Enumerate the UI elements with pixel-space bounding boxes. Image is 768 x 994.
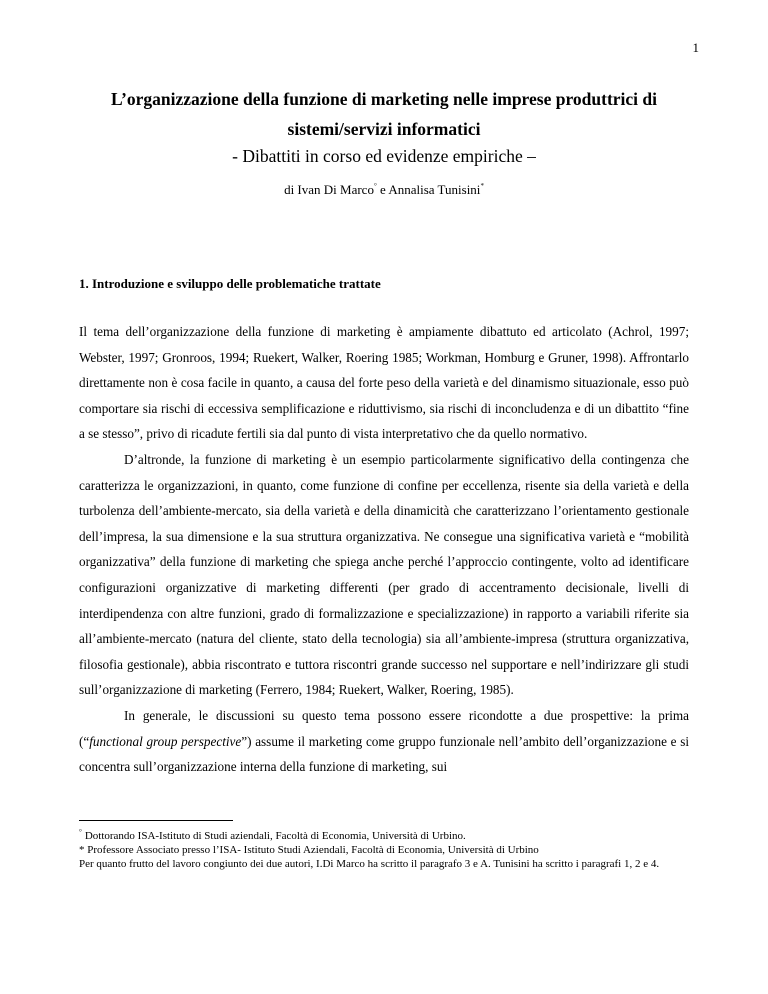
footnote-1 [79, 825, 689, 843]
paragraph-3-start: In generale, le discussioni su questo tema possono essere ricondotte a due prospettive: la prima (“ [79, 707, 689, 749]
section-heading: 1. Introduzione e sviluppo delle problematiche trattate [79, 276, 381, 291]
paragraph-3-rest: ”) assume il marketing come gruppo funzionale nell’ambito dell’organizzazione e si concentra sull’organizzazione interna della funzione di marketing, sui [79, 733, 690, 775]
footnote-2: * Professore Associato presso l’ISA- Istituto Studi Aziendali, Facoltà di Economia, Università di Urbino [79, 844, 539, 856]
paper-subtitle: - Dibattiti in corso ed evidenze empiriche – [232, 146, 536, 166]
paper-title: L’organizzazione della funzione di marketing nelle imprese produttrici di sistemi/servizi informatici [110, 89, 658, 139]
page-number: 1 [692, 40, 699, 55]
footnote-1-mark: ° [79, 828, 82, 836]
author-line [80, 177, 688, 199]
paragraph-1: Il tema dell’organizzazione della funzione di marketing è ampiamente dibattuto ed articolato (Achrol, 1997; Webster, 1997; Gronroos, 1994; Ruekert, Walker, Roering 1985; Workman, Homburg e Gruner, 1998). Affrontarlo direttamente non è cosa facile in quanto, a causa del forte peso della varietà e del dinamismo situazionale, esso può comportare sia rischi di eccessiva semplificazione e riduttivismo, sia rischi di inconcludenza e di un dibattito “fine a se stesso”, privo di ricadute fertili sia dal punto di vista interpretativo che da quello normativo. [79, 324, 689, 442]
paragraph-2: D’altronde, la funzione di marketing è un esempio particolarmente significativo della contingenza che caratterizza le organizzazioni, in quanto, come funzione di confine per eccellenza, risente sia della varietà e della turbolenza dell’ambiente-mercato, sia della varietà e della dinamicità che caratterizzano l’orientamento gestionale dell’impresa, la sua dimensione e la sua struttura organizzativa. Ne consegue una significativa varietà e “mobilità organizzativa” della funzione di marketing che spiega anche perché l’approccio contingente, volto ad identificare configurazioni organizzative di marketing differenti (per grado di accentramento decisionale, livelli di interdipendenza con altre funzioni, grado di formalizzazione e specializzazione) in rapporto a variabili riferite sia all’ambiente-mercato (natura del cliente, stato della tecnologia) sia all’ambiente-impresa (struttura organizzativa, filosofia gestionale), abbia riscontrato e tuttora riscontri grande successo nel supportare e nell’indirizzare gli studi sull’organizzazione di marketing (Ferrero, 1984; Ruekert, Walker, Roering, 1985). [79, 451, 689, 698]
author-1-footnote-mark: ° [373, 182, 377, 190]
author-1: di Ivan Di Marco [284, 182, 374, 197]
footnote-separator [79, 820, 233, 821]
paragraph-3-italic-term: functional group perspective [89, 733, 242, 749]
footnote-3: Per quanto frutto del lavoro congiunto dei due autori, I.Di Marco ha scritto il paragrafo 3 e A. Tunisini ha scritto i paragrafi 1, 2 e 4. [79, 858, 660, 870]
footnote-1-text: Dottorando ISA-Istituto di Studi aziendali, Facoltà di Economia, Università di Urbino. [84, 830, 466, 842]
body-text [79, 319, 689, 780]
footnotes [79, 825, 689, 871]
author-2-footnote-mark: * [480, 182, 484, 190]
author-2: e Annalisa Tunisini [376, 182, 481, 197]
paragraph-3 [79, 703, 689, 780]
